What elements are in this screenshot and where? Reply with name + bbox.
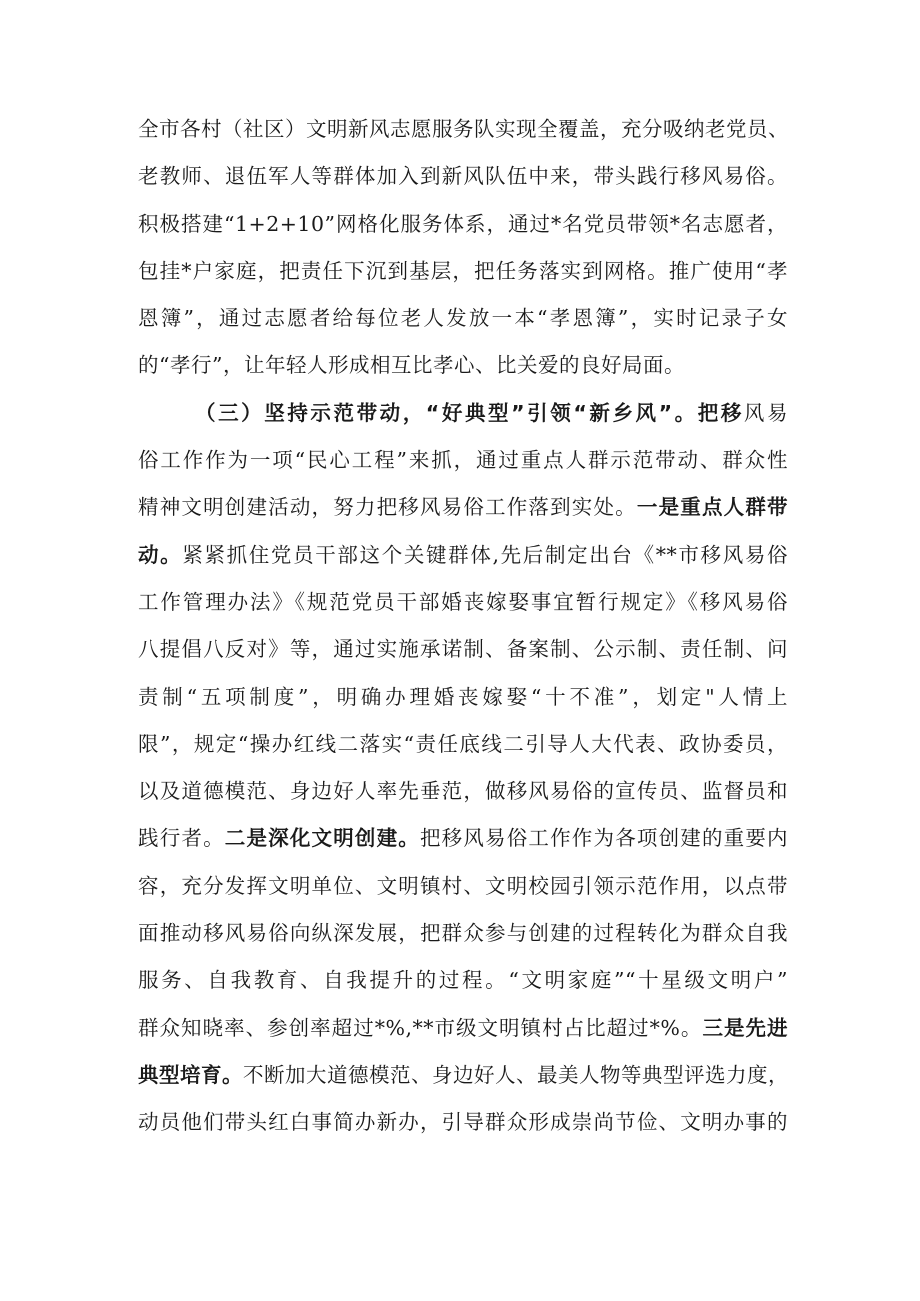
text-segment: 面推动移风易俗向纵深发展，把群众参与创建的过程转化为群众自我	[138, 921, 788, 946]
text-line	[138, 295, 788, 342]
bold-text-segment: 二是深化文明创建。	[224, 826, 420, 851]
text-segment: 把移风易俗工作作为各项创建的重要内	[419, 826, 789, 851]
text-line	[138, 153, 788, 200]
text-segment: 容，充分发挥文明单位、文明镇村、文明校园引领示范作用，以点带	[138, 873, 788, 898]
text-segment: 不断加大道德模范、身边好人、最美人物等典型评选力度，	[243, 1062, 789, 1087]
bold-text-segment: 动。	[138, 542, 183, 567]
text-line	[138, 248, 788, 295]
text-segment: 责制“五项制度”，明确办理婚丧嫁娶“十不准”，划定"人情上	[138, 684, 788, 709]
text-line	[138, 910, 788, 957]
paragraph-volunteer-service	[138, 106, 788, 390]
text-segment: 老教师、退伍军人等群体加入到新风队伍中来，带头践行移风易俗。	[138, 164, 788, 189]
text-segment: 动员他们带头红白事简办新办，引导群众形成崇尚节俭、文明办事的	[138, 1110, 788, 1135]
text-line	[138, 532, 788, 579]
text-line	[138, 201, 788, 248]
text-segment: 包挂*户家庭，把责任下沉到基层，把任务落实到网格。推广使用“孝	[138, 258, 788, 283]
text-line	[138, 579, 788, 626]
bold-text-segment: 一是重点人群带	[636, 495, 789, 520]
text-line	[138, 626, 788, 673]
text-segment: 积极搭建“1+2+10”网格化服务体系，通过*名党员带领*名志愿者，	[138, 211, 788, 236]
text-segment: 以及道德模范、身边好人率先垂范，做移风易俗的宣传员、监督员和	[138, 779, 788, 804]
text-segment: 精神文明创建活动，努力把移风易俗工作落到实处。	[138, 495, 637, 520]
text-segment: 八提倡八反对》等，通过实施承诺制、备案制、公示制、责任制、问	[138, 637, 788, 662]
text-segment: 俗工作作为一项“民心工程”来抓，通过重点人群示范带动、群众性	[138, 448, 788, 473]
text-line	[138, 815, 788, 862]
text-segment: 紧紧抓住党员干部这个关键群体,先后制定出台《**市移风易俗	[182, 542, 789, 567]
text-segment: 群众知晓率、参创率超过*%,**市级文明镇村占比超过*%。	[138, 1015, 703, 1040]
text-segment: 恩簿”，通过志愿者给每位老人发放一本“孝恩簿”，实时记录子女	[138, 306, 788, 331]
bold-text-segment: 典型培育。	[138, 1062, 243, 1087]
text-line	[138, 721, 788, 768]
text-line	[138, 957, 788, 1004]
bold-text-segment: 三是先进	[702, 1015, 788, 1040]
text-segment: 限”，规定“操办红线二落实“责任底线二引导人大代表、政协委员，	[138, 731, 788, 756]
text-segment: 服务、自我教育、自我提升的过程。“文明家庭”“十星级文明户”	[138, 968, 788, 993]
text-line	[138, 342, 788, 389]
bold-text-segment: （三）坚持示范带动，“好典型”引领“新乡风”。把移	[195, 400, 744, 425]
text-line	[138, 1099, 788, 1146]
text-line	[138, 1052, 788, 1099]
text-line	[138, 1005, 788, 1052]
document-body	[138, 106, 788, 1147]
text-line	[138, 768, 788, 815]
text-line	[138, 437, 788, 484]
text-segment: 践行者。	[138, 826, 225, 851]
text-line	[138, 484, 788, 531]
text-line	[138, 674, 788, 721]
text-line	[138, 863, 788, 910]
text-line	[138, 390, 788, 437]
paragraph-demonstration	[138, 390, 788, 1147]
text-line	[138, 106, 788, 153]
text-segment: 工作管理办法》《规范党员干部婚丧嫁娶事宜暂行规定》《移风易俗	[138, 589, 788, 614]
text-segment: 风易	[743, 400, 788, 425]
text-segment: 的“孝行”，让年轻人形成相互比孝心、比关爱的良好局面。	[138, 353, 685, 378]
text-segment: 全市各村（社区）文明新风志愿服务队实现全覆盖，充分吸纳老党员、	[138, 117, 789, 141]
